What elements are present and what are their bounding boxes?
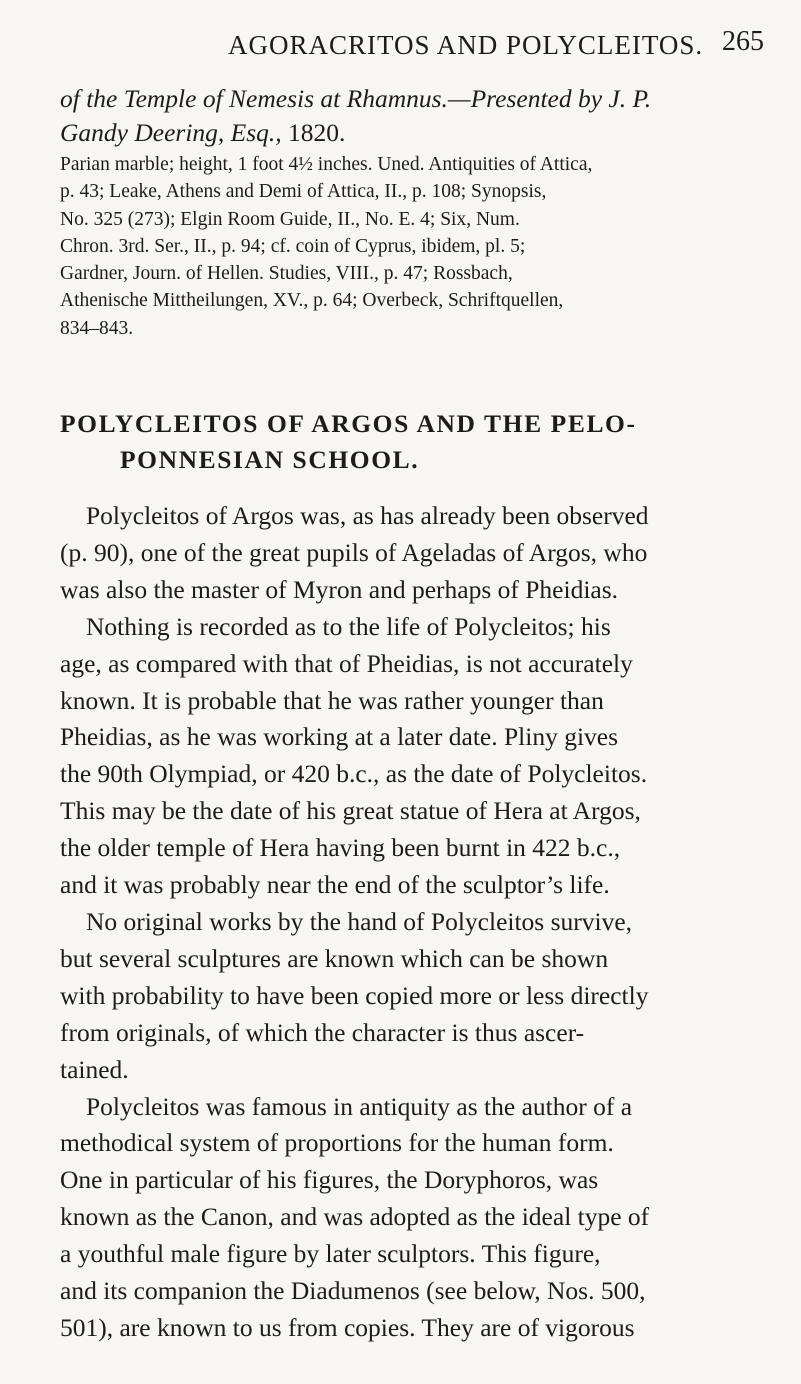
caption-line: of the Temple of Nemesis at Rhamnus.—Presented by J. P. [60,84,652,113]
bibliographic-references [60,151,772,342]
section-heading-line: POLYCLEITOS OF ARGOS AND THE PELO- [60,409,637,438]
reference-line: Parian marble; height, 1 foot 4½ inches. Uned. Antiquities of Attica, [60,154,593,175]
body-text [60,498,772,1347]
reference-line: No. 325 (273); Elgin Room Guide, II., No. E. 4; Six, Num. [60,208,520,230]
paragraph-line: with probability to have been copied more or less directly [60,980,649,1010]
running-title: AGORACRITOS AND POLYCLEITOS. [228,30,704,60]
paragraph-line: Nothing is recorded as to the life of Polycleitos; his [86,611,611,641]
paragraph-line: from originals, of which the character is thus ascer- [60,1017,585,1047]
paragraph-line: This may be the date of his great statue of Hera at Argos, [60,796,641,826]
paragraph-line: known as the Canon, and was adopted as the ideal type of [60,1202,650,1232]
running-head [0,26,801,70]
paragraph-line: a youthful male figure by later sculptors. This figure, [60,1239,601,1269]
reference-line: 834–843. [60,317,134,339]
section-heading [60,406,772,478]
paragraph-line: the older temple of Hera having been burnt in 422 b.c., [60,833,621,863]
caption-year: 1820. [281,118,346,147]
paragraph-line: tained. [60,1054,129,1084]
page-number: 265 [722,26,764,57]
caption-line [60,116,772,150]
paragraph-line: Polycleitos was famous in antiquity as the author of a [86,1091,633,1121]
paragraph-line: Polycleitos of Argos was, as has already been observed [86,501,649,530]
paragraph-line: but several sculptures are known which can be shown [60,943,609,973]
paragraph-line: known. It is probable that he was rather younger than [60,685,604,715]
reference-line: p. 43; Leake, Athens and Demi of Attica, II., p. 108; Synopsis, [60,181,547,203]
paragraph-line: age, as compared with that of Pheidias, is not accurately [60,648,633,678]
paragraph-line: One in particular of his figures, the Doryphoros, was [60,1165,599,1195]
section-heading-line: PONNESIAN SCHOOL. [120,445,420,474]
paragraph-line: Pheidias, as he was working at a later date. Pliny gives [60,722,619,752]
reference-line: Athenische Mittheilungen, XV., p. 64; Overbeck, Schriftquellen, [60,290,564,312]
plate-caption [60,82,772,150]
paragraph-line: 501), are known to us from copies. They are of vigorous [60,1312,635,1342]
paragraph-line: the 90th Olympiad, or 420 b.c., as the date of Polycleitos. [60,759,648,789]
reference-line: Gardner, Journ. of Hellen. Studies, VIII., p. 47; Rossbach, [60,263,513,285]
reference-line: Chron. 3rd. Ser., II., p. 94; cf. coin of Cyprus, ibidem, pl. 5; [60,235,526,257]
paragraph-line: methodical system of proportions for the human form. [60,1128,614,1158]
paragraph-line: was also the master of Myron and perhaps of Pheidias. [60,574,619,604]
caption-donor: Gandy Deering, Esq., [60,118,282,147]
paragraph-line: (p. 90), one of the great pupils of Ageladas of Argos, who [60,537,648,567]
paragraph-line: and it was probably near the end of the sculptor’s life. [60,870,610,900]
paragraph-line: No original works by the hand of Polycleitos survive, [86,906,633,936]
paragraph-line: and its companion the Diadumenos (see below, Nos. 500, [60,1276,646,1306]
